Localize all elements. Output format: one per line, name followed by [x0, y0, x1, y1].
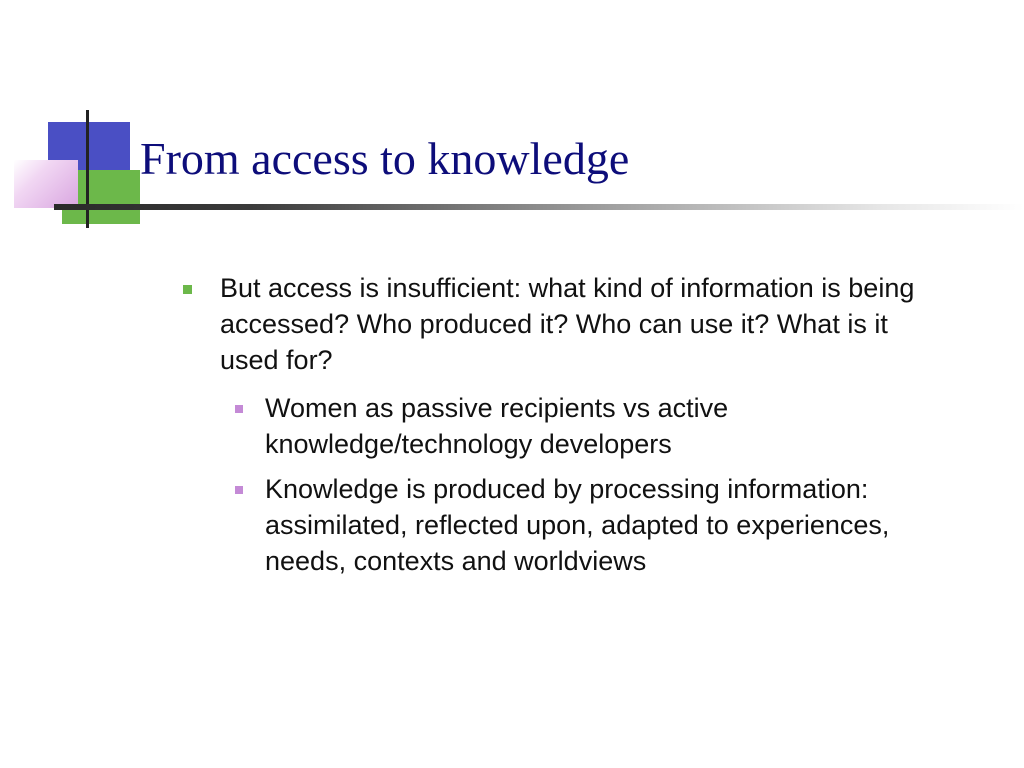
- sub-bullet-item: Women as passive recipients vs active knowledge/technology developers: [265, 393, 729, 459]
- slide-title: From access to knowledge: [140, 133, 630, 184]
- square-bullet-icon: [235, 486, 243, 494]
- square-bullet-icon: [235, 405, 243, 413]
- bullet-item: But access is insufficient: what kind of information is being accessed? Who produced it? Who can use it? What is it used for?: [220, 273, 915, 375]
- sub-bullet-item: Knowledge is produced by processing information: assimilated, reflected upon, adapted to experiences, needs, contexts and worldviews: [265, 474, 890, 576]
- square-bullet-icon: [183, 285, 192, 294]
